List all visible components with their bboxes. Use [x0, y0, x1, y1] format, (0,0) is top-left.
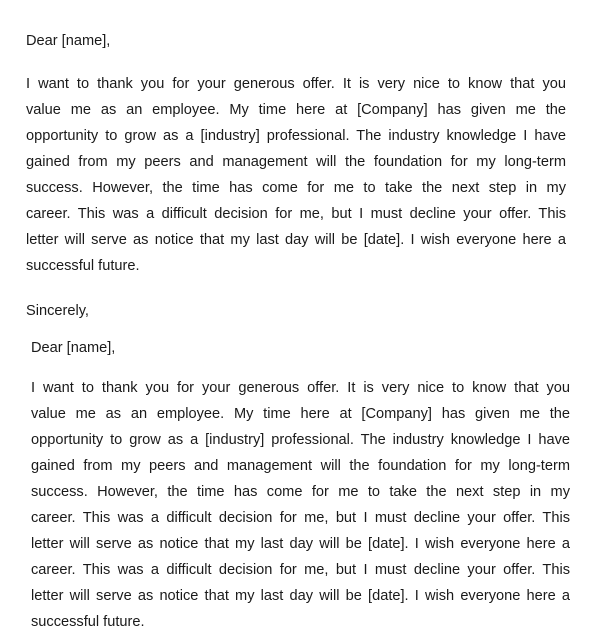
letter-2-body-line: I want to thank you for your generous offer. It is very nice to know that you [31, 380, 570, 396]
letter-1-closing: Sincerely, [26, 303, 89, 319]
letter-1-greeting: Dear [name], [26, 33, 111, 49]
letter-2-body-line: career. This was a difficult decision for me, but I must decline your offer. This [31, 510, 570, 526]
letter-1-body-line: I want to thank you for your generous offer. It is very nice to know that you [26, 76, 566, 92]
letter-2-body-line: success. However, the time has come for me to take the next step in my [31, 484, 570, 500]
letter-2-body [31, 375, 570, 630]
letter-2-body-line: value me as an employee. My time here at [Company] has given me the [31, 406, 570, 422]
letter-2-body-line: career. This was a difficult decision for me, but I must decline your offer. This [31, 562, 570, 578]
letter-1-body-line: success. However, the time has come for me to take the next step in my [26, 180, 566, 196]
letter-2-body-line: successful future. [31, 614, 145, 630]
letter-1-body-line: successful future. [26, 258, 140, 274]
letter-2-greeting: Dear [name], [31, 340, 116, 356]
letter-2-body-line: gained from my peers and management will the foundation for my long-term [31, 458, 570, 474]
letter-1-body-line: career. This was a difficult decision for me, but I must decline your offer. This [26, 206, 566, 222]
letter-2-body-line: letter will serve as notice that my last day will be [date]. I wish everyone here a [31, 588, 570, 604]
letter-1-body-line: letter will serve as notice that my last day will be [date]. I wish everyone here a [26, 232, 566, 248]
letter-1-body-line: value me as an employee. My time here at [Company] has given me the [26, 102, 566, 118]
letter-1-body-line: gained from my peers and management will the foundation for my long-term [26, 154, 566, 170]
letter-1-body [26, 71, 566, 279]
letter-2-body-line: letter will serve as notice that my last day will be [date]. I wish everyone here a [31, 536, 570, 552]
letter-1-body-line: opportunity to grow as a [industry] professional. The industry knowledge I have [26, 128, 566, 144]
letter-2-body-line: opportunity to grow as a [industry] professional. The industry knowledge I have [31, 432, 570, 448]
